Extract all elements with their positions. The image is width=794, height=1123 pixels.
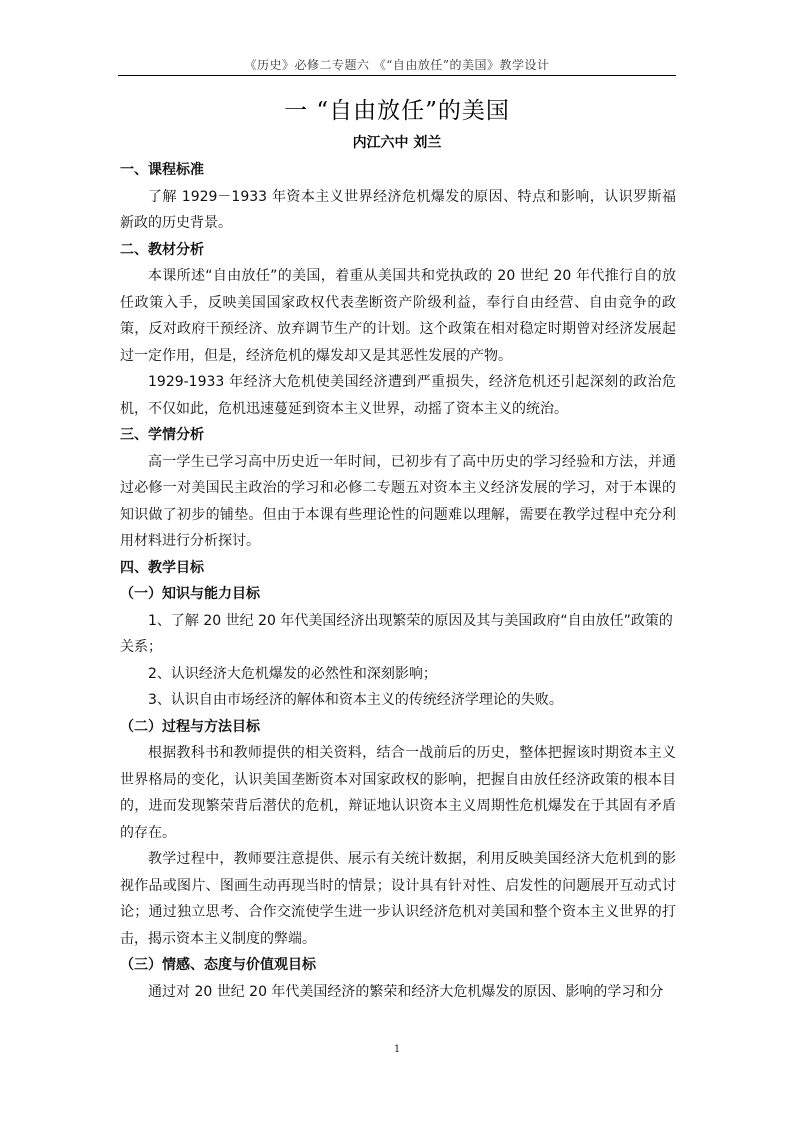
running-header: 《历史》必修二专题六 《“自由放任”的美国》教学设计 — [244, 58, 550, 72]
section-heading-objectives: 四、教学目标 — [120, 559, 204, 576]
paragraph: 根据教科书和教师提供的相关资料，结合一战前后的历史，整体把握该时期资本主义世界格局的变化，认识美国垄断资本对国家政权的影响，把握自由放任经济政策的根本目的，进而发现繁荣背后潜伏的危机，辩证地认识资本主义周期性危机爆发在于其固有矛盾的存在。 — [120, 745, 676, 841]
section-heading-textbook: 二、教材分析 — [120, 241, 204, 258]
subsection-heading-values: （三）情感、态度与价值观目标 — [120, 957, 316, 973]
paragraph: 1929-1933 年经济大危机使美国经济遭到严重损失，经济危机还引起深刻的政治危机，不仅如此，危机迅速蔓延到资本主义世界，动摇了资本主义的统治。 — [120, 374, 676, 417]
paragraph: 了解 1929－1933 年资本主义世界经济危机爆发的原因、特点和影响，认识罗斯福新政的历史背景。 — [120, 188, 676, 231]
paragraph: 教学过程中，教师要注意提供、展示有关统计数据，利用反映美国经济大危机到的影视作品或图片、图画生动再现当时的情景；设计具有针对性、启发性的问题展开互动式讨论；通过独立思考、合作交流使学生进一步认识经济危机对美国和整个资本主义世界的打击，揭示资本主义制度的弊端。 — [120, 851, 676, 947]
list-item: 1、了解 20 世纪 20 年代美国经济出现繁荣的原因及其与美国政府“自由放任”政策的关系； — [120, 612, 673, 655]
author-line: 内江六中 刘兰 — [352, 135, 442, 151]
document-title: 一 “自由放任”的美国 — [284, 98, 510, 124]
subsection-heading-process: （二）过程与方法目标 — [120, 718, 260, 735]
section-heading-curriculum: 一、课程标准 — [120, 162, 204, 178]
subsection-heading-knowledge: （一）知识与能力目标 — [120, 586, 260, 602]
list-item: 3、认识自由市场经济的解体和资本主义的传统经济学理论的失败。 — [148, 692, 563, 708]
paragraph: 本课所述“自由放任”的美国，着重从美国共和党执政的 20 世纪 20 年代推行自的放任政策入手，反映美国国家政权代表垄断资产阶级利益，奉行自由经营、自由竞争的政策，反对政府干预经济、放弃调节生产的计划。这个政策在相对稳定时期曾对经济发展起过一定作用，但是，经济危机的爆发却又是其恶性发展的产物。 — [120, 268, 676, 364]
paragraph: 通过对 20 世纪 20 年代美国经济的繁荣和经济大危机爆发的原因、影响的学习和分 — [148, 983, 664, 1000]
section-heading-learners: 三、学情分析 — [120, 427, 204, 443]
list-item: 2、认识经济大危机爆发的必然性和深刻影响； — [148, 665, 437, 682]
paragraph: 高一学生已学习高中历史近一年时间，已初步有了高中历史的学习经验和方法，并通过必修一对美国民主政治的学习和必修二专题五对资本主义经济发展的学习，对于本课的知识做了初步的铺垫。但由于本课有些理论性的问题难以理解，需要在教学过程中充分利用材料进行分析探讨。 — [120, 453, 676, 549]
document-body — [120, 157, 676, 1005]
header-rule — [118, 75, 676, 76]
page-number: 1 — [393, 1044, 401, 1055]
